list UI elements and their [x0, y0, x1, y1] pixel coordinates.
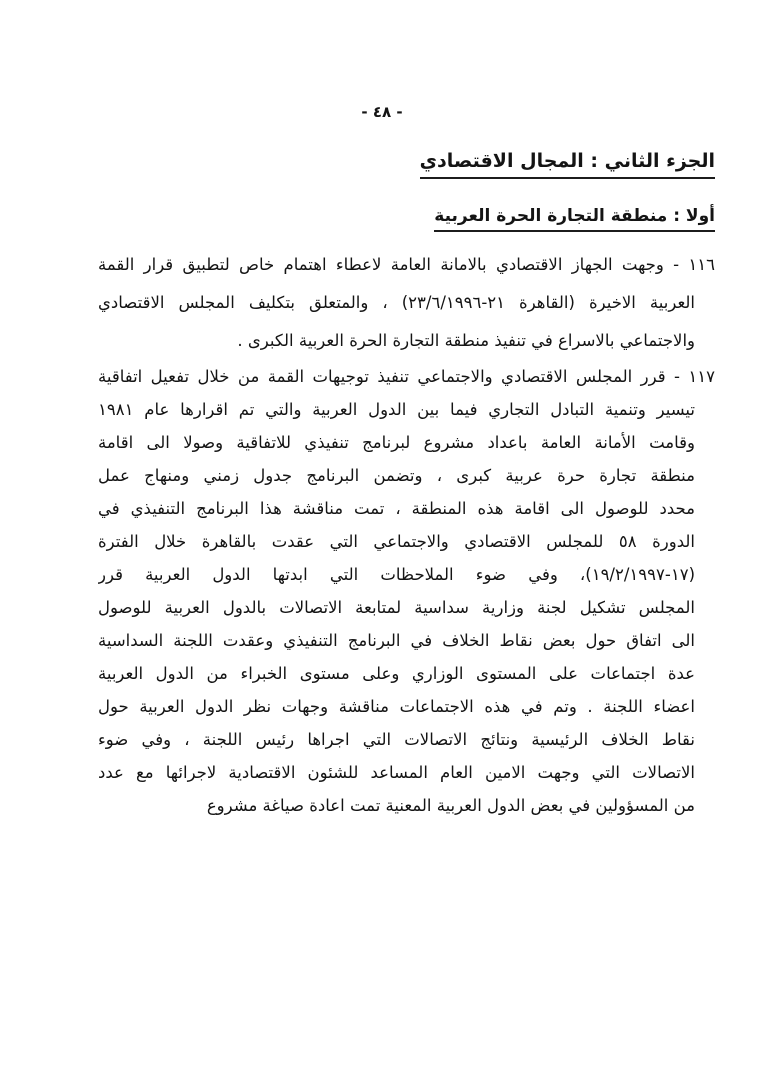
- paragraph-line: وقامت الأمانة العامة باعداد مشروع لبرنامج تنفيذي للاتفاقية وصولا الى اقامة: [98, 433, 695, 452]
- paragraph-line: ١١٦ - وجهت الجهاز الاقتصادي بالامانة العامة لاعطاء اهتمام خاص لتطبيق قرار القمة: [98, 255, 715, 274]
- paragraph-line: الاتصالات التي وجهت الامين العام المساعد للشئون الاقتصادية لاجرائها مع عدد: [98, 763, 695, 782]
- paragraph-line: منطقة تجارة حرة عربية كبرى ، وتضمن البرنامج جدول زمني ومنهاج عمل: [98, 466, 695, 485]
- paragraph-line: من المسؤولين في بعض الدول العربية المعنية تمت اعادة صياغة مشروع: [206, 796, 695, 815]
- paragraph-line: محدد للوصول الى اقامة هذه المنطقة ، تمت مناقشة هذا البرنامج التنفيذي في: [98, 499, 695, 518]
- section-heading: أولا : منطقة التجارة الحرة العربية: [434, 206, 715, 232]
- paragraph-117: [98, 360, 715, 822]
- page-number: - ٤٨ -: [361, 103, 403, 121]
- paragraph-line: نقاط الخلاف الرئيسية ونتائج الاتصالات التي اجراها رئيس اللجنة ، وفي ضوء: [98, 730, 695, 749]
- paragraph-line: والاجتماعي بالاسراع في تنفيذ منطقة التجارة الحرة العربية الكبرى .: [237, 331, 695, 350]
- paragraph-line: الدورة ٥٨ للمجلس الاقتصادي والاجتماعي التي عقدت بالقاهرة خلال الفترة: [98, 532, 695, 551]
- paragraph-116: [98, 246, 715, 360]
- paragraph-line: اعضاء اللجنة . وتم في هذه الاجتماعات مناقشة وجهات نظر الدول العربية حول: [98, 697, 695, 716]
- paragraph-line: عدة اجتماعات على المستوى الوزاري وعلى مستوى الخبراء من الدول العربية: [98, 664, 695, 683]
- paragraph-line: (١٧-١٩/٢/١٩٩٧)، وفي ضوء الملاحظات التي ابدتها الدول العربية قرر: [98, 565, 695, 584]
- paragraph-line: ١١٧ - قرر المجلس الاقتصادي والاجتماعي تنفيذ توجيهات القمة من خلال تفعيل اتفاقية: [98, 367, 715, 386]
- part-heading: الجزء الثاني : المجال الاقتصادي: [420, 150, 715, 179]
- paragraph-line: تيسير وتنمية التبادل التجاري فيما بين الدول العربية والتي تم اقرارها عام ١٩٨١: [98, 400, 695, 419]
- paragraph-line: العربية الاخيرة (القاهرة ٢١-٢٣/٦/١٩٩٦) ، والمتعلق بتكليف المجلس الاقتصادي: [98, 293, 696, 312]
- paragraph-line: المجلس تشكيل لجنة وزارية سداسية لمتابعة الاتصالات بالدول العربية للوصول: [98, 598, 695, 617]
- paragraph-line: الى اتفاق حول بعض نقاط الخلاف في البرنامج التنفيذي وعقدت اللجنة السداسية: [98, 631, 695, 650]
